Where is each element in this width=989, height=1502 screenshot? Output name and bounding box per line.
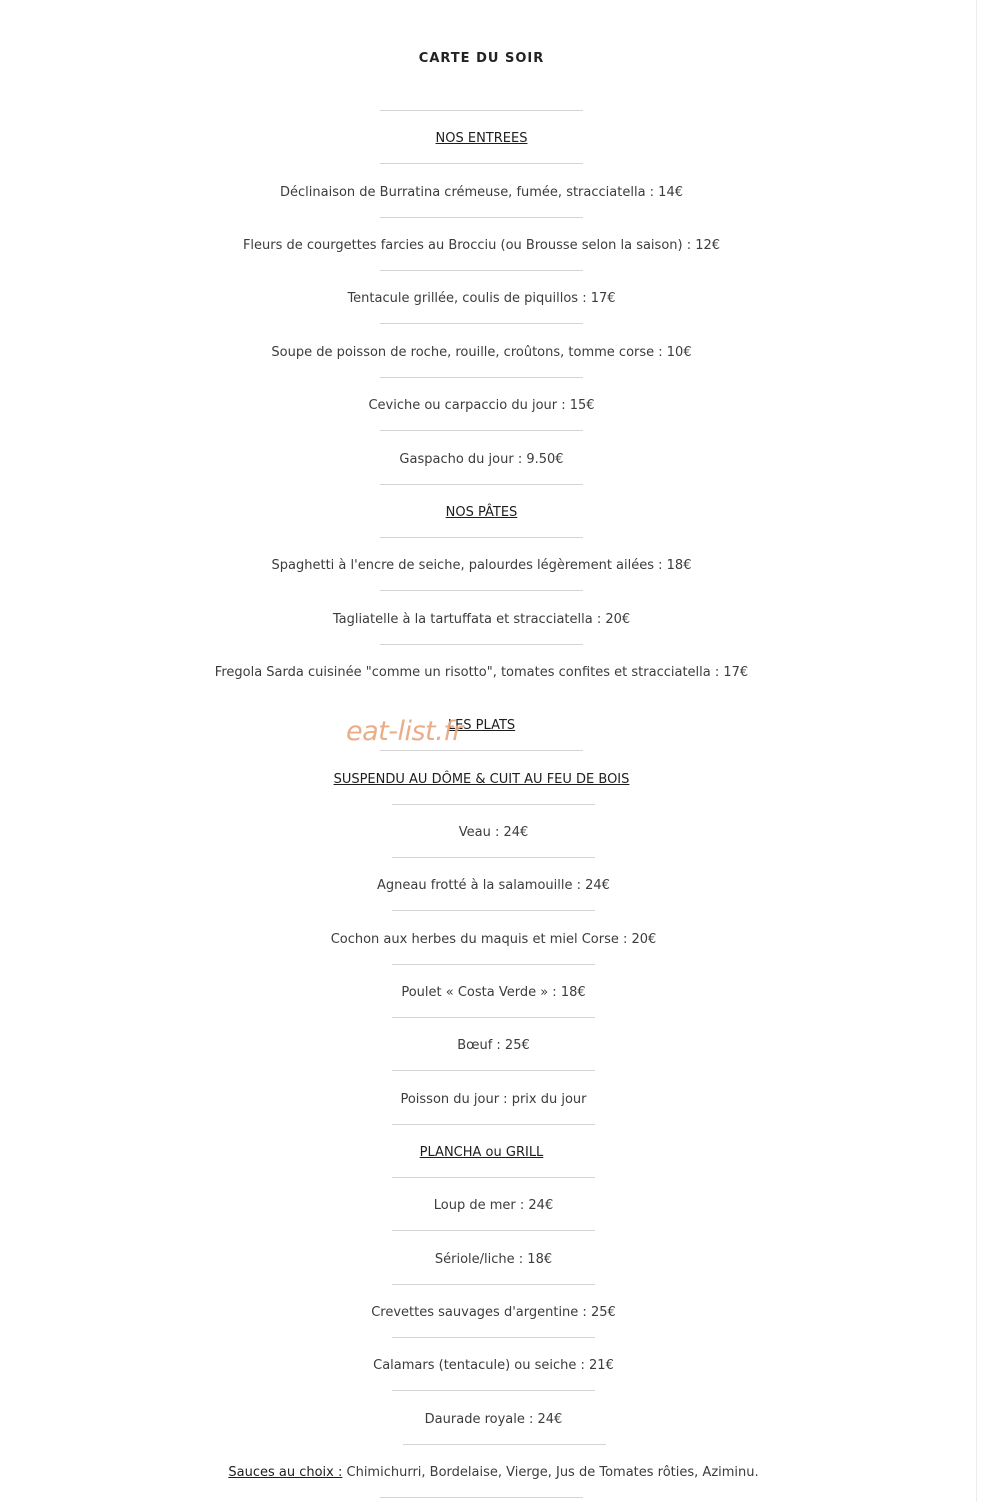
divider bbox=[380, 270, 583, 271]
divider bbox=[380, 590, 583, 591]
page-border bbox=[976, 0, 977, 1502]
menu-item: Poulet « Costa Verde » : 18€ bbox=[401, 985, 586, 1000]
divider bbox=[380, 484, 583, 485]
section-heading-pates: NOS PÂTES bbox=[445, 505, 518, 520]
divider bbox=[392, 964, 595, 965]
sauces-list: Chimichurri, Bordelaise, Vierge, Jus de Tomates rôties, Aziminu. bbox=[342, 1465, 759, 1480]
divider bbox=[392, 1124, 595, 1125]
menu-item: Ceviche ou carpaccio du jour : 15€ bbox=[368, 398, 595, 413]
menu-item: Agneau frotté à la salamouille : 24€ bbox=[377, 878, 610, 893]
divider bbox=[392, 1070, 595, 1071]
menu-title: CARTE DU SOIR bbox=[418, 51, 545, 66]
sauces-label: Sauces au choix : bbox=[228, 1465, 343, 1480]
menu-item: Soupe de poisson de roche, rouille, croûtons, tomme corse : 10€ bbox=[271, 345, 692, 360]
section-heading-entrees: NOS ENTREES bbox=[435, 131, 528, 146]
divider bbox=[380, 323, 583, 324]
divider bbox=[380, 537, 583, 538]
menu-item: Tentacule grillée, coulis de piquillos : 17€ bbox=[347, 291, 616, 306]
divider bbox=[392, 910, 595, 911]
divider bbox=[380, 644, 583, 645]
menu-item: Fleurs de courgettes farcies au Brocciu (ou Brousse selon la saison) : 12€ bbox=[242, 238, 721, 253]
menu-item: Poisson du jour : prix du jour bbox=[400, 1092, 587, 1107]
menu-item: Bœuf : 25€ bbox=[457, 1038, 530, 1053]
menu-item: Veau : 24€ bbox=[458, 825, 529, 840]
section-heading-dome: SUSPENDU AU DÔME & CUIT AU FEU DE BOIS bbox=[333, 772, 630, 787]
menu-item: Fregola Sarda cuisinée "comme un risotto", tomates confites et stracciatella : 17€ bbox=[214, 665, 749, 680]
divider bbox=[403, 1444, 606, 1445]
divider bbox=[380, 1497, 583, 1498]
menu-item: Loup de mer : 24€ bbox=[433, 1198, 554, 1213]
divider bbox=[380, 377, 583, 378]
divider bbox=[380, 750, 583, 751]
section-heading-plancha: PLANCHA ou GRILL bbox=[419, 1145, 544, 1160]
divider bbox=[392, 1284, 595, 1285]
menu-item: Calamars (tentacule) ou seiche : 21€ bbox=[373, 1358, 614, 1373]
divider bbox=[392, 1230, 595, 1231]
divider bbox=[392, 1017, 595, 1018]
sauces-line bbox=[12, 1464, 975, 1482]
menu-item: Spaghetti à l'encre de seiche, palourdes légèrement ailées : 18€ bbox=[271, 558, 692, 573]
divider bbox=[392, 804, 595, 805]
menu-item: Cochon aux herbes du maquis et miel Corse : 20€ bbox=[330, 932, 657, 947]
menu-item: Déclinaison de Burratina crémeuse, fumée, stracciatella : 14€ bbox=[280, 185, 683, 200]
divider bbox=[380, 430, 583, 431]
divider bbox=[380, 217, 583, 218]
menu-item: Tagliatelle à la tartuffata et stracciatella : 20€ bbox=[332, 612, 631, 627]
divider bbox=[392, 857, 595, 858]
divider bbox=[380, 110, 583, 111]
watermark: eat-list.fr bbox=[346, 716, 463, 747]
menu-item: Sériole/liche : 18€ bbox=[434, 1252, 553, 1267]
divider bbox=[392, 1177, 595, 1178]
section-heading-plats: LES PLATS bbox=[447, 718, 516, 733]
divider bbox=[392, 1337, 595, 1338]
menu-item: Daurade royale : 24€ bbox=[424, 1412, 563, 1427]
divider bbox=[392, 1390, 595, 1391]
menu-item: Crevettes sauvages d'argentine : 25€ bbox=[371, 1305, 616, 1320]
divider bbox=[380, 163, 583, 164]
menu-item: Gaspacho du jour : 9.50€ bbox=[399, 452, 564, 467]
